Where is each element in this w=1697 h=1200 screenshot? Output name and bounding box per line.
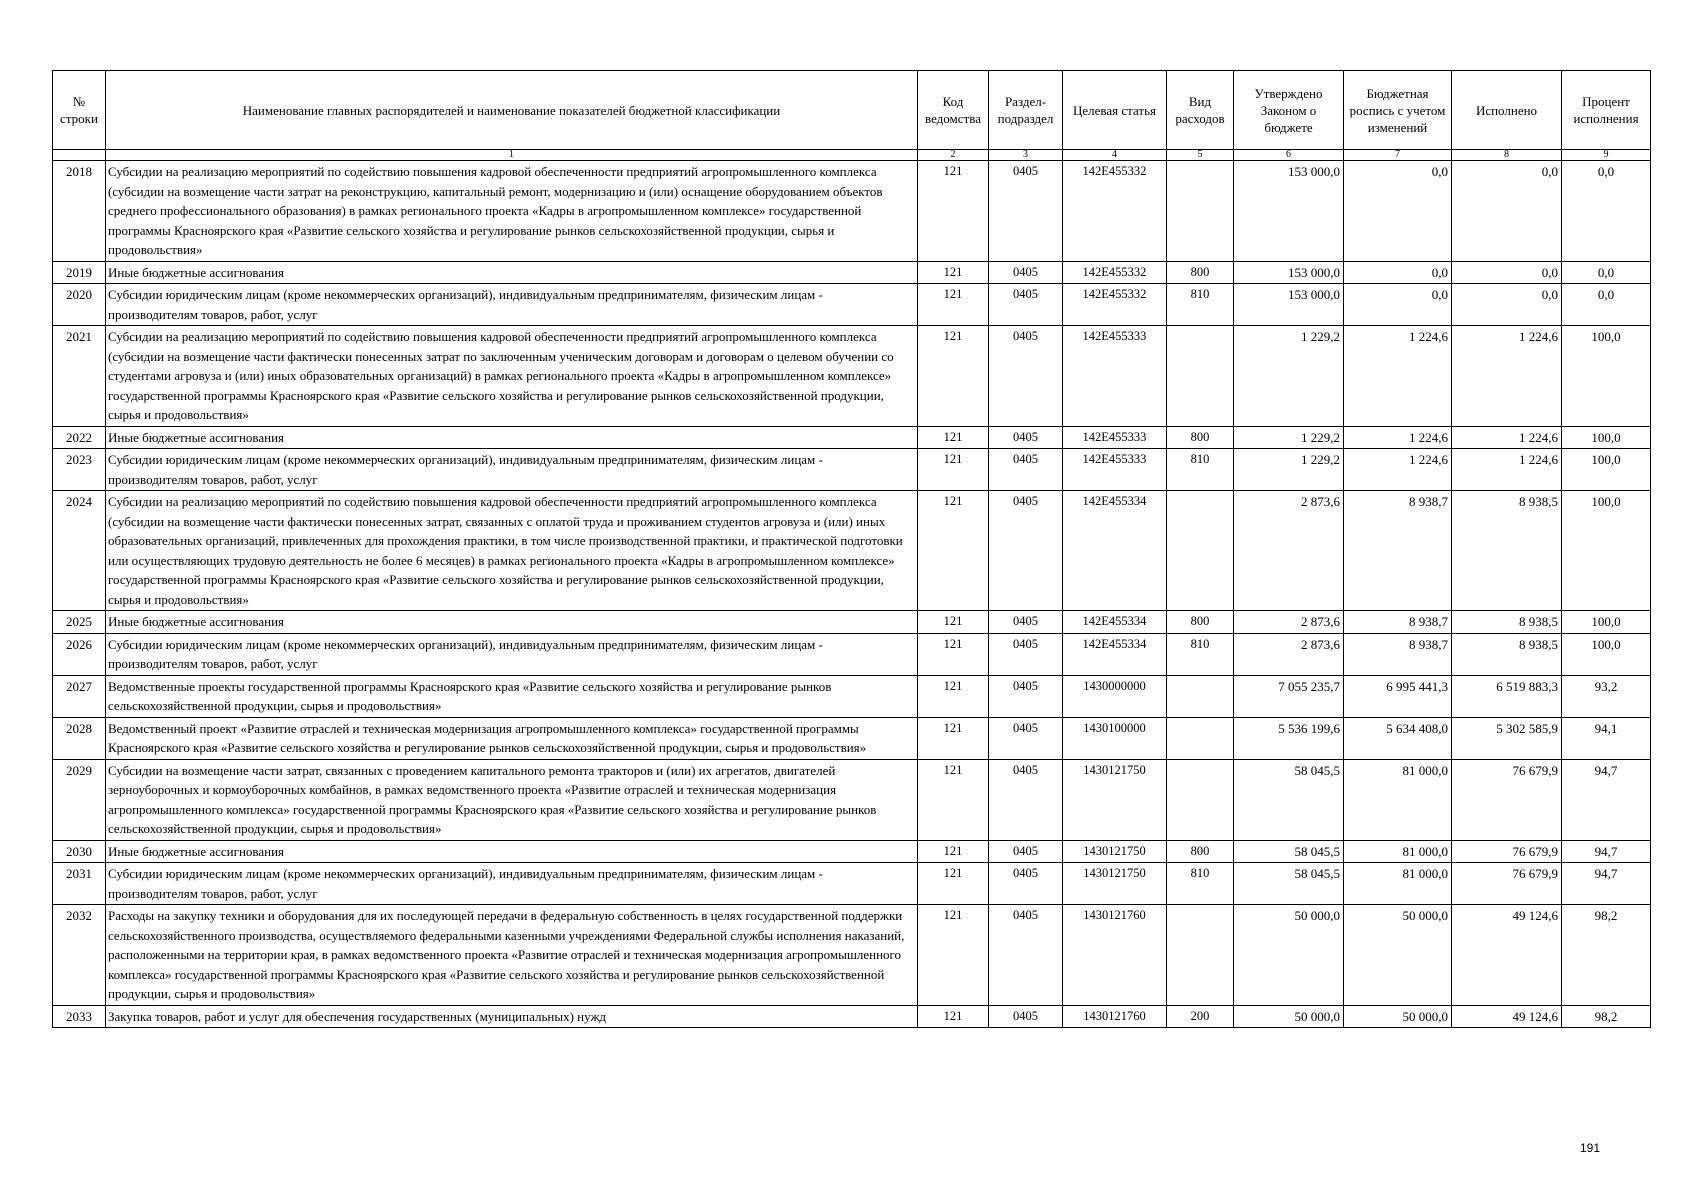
row-isp: 76 679,9	[1452, 863, 1562, 905]
table-row	[53, 261, 1651, 284]
table-row	[53, 1005, 1651, 1028]
row-razdel: 0405	[989, 675, 1063, 717]
row-statya: 142Е455333	[1063, 326, 1167, 427]
row-statya: 142Е455334	[1063, 633, 1167, 675]
row-razdel: 0405	[989, 1005, 1063, 1028]
table-row	[53, 840, 1651, 863]
col-header-name: Наименование главных распорядителей и наименование показателей бюджетной классификации	[106, 71, 918, 150]
col-header-pct: Процент исполнения	[1562, 71, 1651, 150]
row-statya: 1430121750	[1063, 840, 1167, 863]
row-utv: 2 873,6	[1234, 633, 1344, 675]
row-isp: 8 938,5	[1452, 633, 1562, 675]
row-ved-code: 121	[918, 633, 989, 675]
row-number: 2030	[53, 840, 106, 863]
row-razdel: 0405	[989, 284, 1063, 326]
row-utv: 1 229,2	[1234, 449, 1344, 491]
col-index-statya: 4	[1063, 150, 1167, 161]
row-statya: 1430121760	[1063, 1005, 1167, 1028]
table-row	[53, 717, 1651, 759]
row-number: 2027	[53, 675, 106, 717]
row-razdel: 0405	[989, 633, 1063, 675]
row-utv: 1 229,2	[1234, 426, 1344, 449]
row-name: Субсидии на реализацию мероприятий по содействию повышения кадровой обеспеченности предприятий агропромышленного комплекса (субсидии на возмещение части фактически понесенных затрат по заключенным ученическим договорам и договорам о целевом обучении со студентами агровуза и (или) иных образовательных организаций) в рамках регионального проекта «Кадры в агропромышленном комплексе» государственной программы Красноярского края «Развитие сельского хозяйства и регулирование рынков сельскохозяйственной продукции, сырья и продовольствия»	[106, 326, 918, 427]
row-utv: 7 055 235,7	[1234, 675, 1344, 717]
row-isp: 5 302 585,9	[1452, 717, 1562, 759]
row-utv: 5 536 199,6	[1234, 717, 1344, 759]
row-ved-code: 121	[918, 426, 989, 449]
row-razdel: 0405	[989, 863, 1063, 905]
budget-execution-table	[52, 70, 1651, 1028]
row-name: Иные бюджетные ассигнования	[106, 840, 918, 863]
row-utv: 2 873,6	[1234, 491, 1344, 611]
row-utv: 153 000,0	[1234, 161, 1344, 262]
col-index-num	[53, 150, 106, 161]
row-razdel: 0405	[989, 491, 1063, 611]
row-utv: 2 873,6	[1234, 611, 1344, 634]
table-header-row	[53, 71, 1651, 150]
col-index-isp: 8	[1452, 150, 1562, 161]
row-rosp: 6 995 441,3	[1344, 675, 1452, 717]
row-ved-code: 121	[918, 759, 989, 840]
col-header-isp: Исполнено	[1452, 71, 1562, 150]
row-pct: 0,0	[1562, 284, 1651, 326]
row-ved-code: 121	[918, 840, 989, 863]
row-isp: 49 124,6	[1452, 1005, 1562, 1028]
row-utv: 1 229,2	[1234, 326, 1344, 427]
row-isp: 6 519 883,3	[1452, 675, 1562, 717]
row-name: Субсидии юридическим лицам (кроме некоммерческих организаций), индивидуальным предпринимателям, физическим лицам - производителям товаров, работ, услуг	[106, 863, 918, 905]
row-pct: 0,0	[1562, 261, 1651, 284]
row-rosp: 5 634 408,0	[1344, 717, 1452, 759]
row-name: Ведомственные проекты государственной программы Красноярского края «Развитие сельского хозяйства и регулирование рынков сельскохозяйственной продукции, сырья и продовольствия»	[106, 675, 918, 717]
row-name: Субсидии юридическим лицам (кроме некоммерческих организаций), индивидуальным предпринимателям, физическим лицам - производителям товаров, работ, услуг	[106, 633, 918, 675]
row-name: Субсидии на реализацию мероприятий по содействию повышения кадровой обеспеченности предприятий агропромышленного комплекса (субсидии на возмещение части затрат на реконструкцию, капитальный ремонт, модернизацию и (или) оснащение оборудованием объектов среднего профессионального образования) в рамках регионального проекта «Кадры в агропромышленном комплексе» государственной программы Красноярского края «Развитие сельского хозяйства и регулирование рынков сельскохозяйственной продукции, сырья и продовольствия»	[106, 161, 918, 262]
row-razdel: 0405	[989, 840, 1063, 863]
table-row	[53, 675, 1651, 717]
row-statya: 1430000000	[1063, 675, 1167, 717]
row-name: Ведомственный проект «Развитие отраслей и техническая модернизация агропромышленного комплекса» государственной программы Красноярского края «Развитие сельского хозяйства и регулирование рынков сельскохозяйственной продукции, сырья и продовольствия»	[106, 717, 918, 759]
row-isp: 76 679,9	[1452, 759, 1562, 840]
row-rosp: 8 938,7	[1344, 491, 1452, 611]
row-isp: 0,0	[1452, 161, 1562, 262]
row-statya: 1430121760	[1063, 905, 1167, 1006]
row-ved-code: 121	[918, 675, 989, 717]
row-vid: 800	[1167, 261, 1234, 284]
table-row	[53, 491, 1651, 611]
row-ved-code: 121	[918, 611, 989, 634]
row-vid: 200	[1167, 1005, 1234, 1028]
row-rosp: 81 000,0	[1344, 840, 1452, 863]
row-razdel: 0405	[989, 905, 1063, 1006]
row-statya: 1430121750	[1063, 759, 1167, 840]
budget-table-sheet	[52, 70, 1650, 1028]
row-pct: 93,2	[1562, 675, 1651, 717]
row-vid: 810	[1167, 449, 1234, 491]
row-vid	[1167, 905, 1234, 1006]
row-pct: 94,7	[1562, 863, 1651, 905]
row-name: Субсидии юридическим лицам (кроме некоммерческих организаций), индивидуальным предпринимателям, физическим лицам - производителям товаров, работ, услуг	[106, 449, 918, 491]
row-isp: 8 938,5	[1452, 491, 1562, 611]
row-rosp: 8 938,7	[1344, 611, 1452, 634]
row-vid	[1167, 491, 1234, 611]
row-isp: 76 679,9	[1452, 840, 1562, 863]
row-number: 2023	[53, 449, 106, 491]
row-statya: 142Е455334	[1063, 491, 1167, 611]
row-pct: 100,0	[1562, 633, 1651, 675]
row-utv: 153 000,0	[1234, 284, 1344, 326]
row-name: Иные бюджетные ассигнования	[106, 611, 918, 634]
row-razdel: 0405	[989, 261, 1063, 284]
row-number: 2022	[53, 426, 106, 449]
table-row	[53, 426, 1651, 449]
row-name: Иные бюджетные ассигнования	[106, 426, 918, 449]
table-row	[53, 863, 1651, 905]
row-vid	[1167, 717, 1234, 759]
row-number: 2018	[53, 161, 106, 262]
row-name: Субсидии на реализацию мероприятий по содействию повышения кадровой обеспеченности предприятий агропромышленного комплекса (субсидии на возмещение части фактически понесенных затрат, связанных с оплатой труда и проживанием студентов агровуза и (или) иных образовательных организаций, привлеченных для прохождения практики, в том числе производственной практики, и практической подготовки или осуществляющих трудовую деятельность не более 6 месяцев) в рамках регионального проекта «Кадры в агропромышленном комплексе» государственной программы Красноярского края «Развитие сельского хозяйства и регулирование рынков сельскохозяйственной продукции, сырья и продовольствия»	[106, 491, 918, 611]
row-number: 2031	[53, 863, 106, 905]
row-isp: 8 938,5	[1452, 611, 1562, 634]
row-utv: 153 000,0	[1234, 261, 1344, 284]
row-rosp: 0,0	[1344, 161, 1452, 262]
row-number: 2025	[53, 611, 106, 634]
row-name: Субсидии на возмещение части затрат, связанных с проведением капитального ремонта тракторов и (или) их агрегатов, двигателей зерноуборочных и кормоуборочных комбайнов, в рамках ведомственного проекта «Развитие отраслей и техническая модернизация агропромышленного комплекса» государственной программы Красноярского края «Развитие сельского хозяйства и регулирование рынков сельскохозяйственной продукции, сырья и продовольствия»	[106, 759, 918, 840]
row-rosp: 1 224,6	[1344, 326, 1452, 427]
row-razdel: 0405	[989, 326, 1063, 427]
row-name: Иные бюджетные ассигнования	[106, 261, 918, 284]
col-header-razdel: Раздел-подраздел	[989, 71, 1063, 150]
row-razdel: 0405	[989, 759, 1063, 840]
col-index-razdel: 3	[989, 150, 1063, 161]
table-row	[53, 449, 1651, 491]
row-vid: 810	[1167, 633, 1234, 675]
row-isp: 0,0	[1452, 284, 1562, 326]
row-rosp: 0,0	[1344, 284, 1452, 326]
row-rosp: 0,0	[1344, 261, 1452, 284]
row-number: 2028	[53, 717, 106, 759]
row-statya: 142Е455334	[1063, 611, 1167, 634]
row-ved-code: 121	[918, 863, 989, 905]
row-number: 2019	[53, 261, 106, 284]
col-index-rosp: 7	[1344, 150, 1452, 161]
row-rosp: 50 000,0	[1344, 905, 1452, 1006]
row-name: Закупка товаров, работ и услуг для обеспечения государственных (муниципальных) нужд	[106, 1005, 918, 1028]
row-number: 2020	[53, 284, 106, 326]
col-index-ved: 2	[918, 150, 989, 161]
row-name: Расходы на закупку техники и оборудования для их последующей передачи в федеральную собственность в целях государственной поддержки сельскохозяйственного производства, осуществляемого федеральными казенными учреждениями Федеральной службы исполнения наказаний, расположенными на территории края, в рамках ведомственного проекта «Развитие отраслей и техническая модернизация агропромышленного комплекса» государственной программы Красноярского края «Развитие сельского хозяйства и регулирование рынков сельскохозяйственной продукции, сырья и продовольствия»	[106, 905, 918, 1006]
row-pct: 100,0	[1562, 426, 1651, 449]
row-number: 2024	[53, 491, 106, 611]
row-number: 2032	[53, 905, 106, 1006]
row-vid: 800	[1167, 840, 1234, 863]
row-ved-code: 121	[918, 449, 989, 491]
row-pct: 94,7	[1562, 759, 1651, 840]
table-row	[53, 326, 1651, 427]
col-header-vid: Вид расходов	[1167, 71, 1234, 150]
row-isp: 1 224,6	[1452, 426, 1562, 449]
row-vid	[1167, 161, 1234, 262]
row-statya: 142Е455332	[1063, 261, 1167, 284]
row-vid	[1167, 326, 1234, 427]
row-pct: 98,2	[1562, 905, 1651, 1006]
row-ved-code: 121	[918, 326, 989, 427]
table-row	[53, 161, 1651, 262]
col-header-utv: Утверждено Законом о бюджете	[1234, 71, 1344, 150]
table-row	[53, 611, 1651, 634]
col-header-num: № строки	[53, 71, 106, 150]
row-ved-code: 121	[918, 717, 989, 759]
row-vid: 800	[1167, 426, 1234, 449]
row-rosp: 50 000,0	[1344, 1005, 1452, 1028]
row-statya: 142Е455333	[1063, 449, 1167, 491]
row-pct: 100,0	[1562, 491, 1651, 611]
row-ved-code: 121	[918, 491, 989, 611]
row-statya: 142Е455332	[1063, 161, 1167, 262]
row-number: 2026	[53, 633, 106, 675]
table-row	[53, 759, 1651, 840]
row-rosp: 81 000,0	[1344, 863, 1452, 905]
row-vid: 810	[1167, 863, 1234, 905]
row-pct: 100,0	[1562, 611, 1651, 634]
row-pct: 98,2	[1562, 1005, 1651, 1028]
row-rosp: 1 224,6	[1344, 426, 1452, 449]
row-statya: 142Е455332	[1063, 284, 1167, 326]
row-pct: 100,0	[1562, 449, 1651, 491]
row-pct: 94,7	[1562, 840, 1651, 863]
row-isp: 1 224,6	[1452, 326, 1562, 427]
row-razdel: 0405	[989, 449, 1063, 491]
row-razdel: 0405	[989, 611, 1063, 634]
row-statya: 142Е455333	[1063, 426, 1167, 449]
row-vid	[1167, 759, 1234, 840]
row-vid: 800	[1167, 611, 1234, 634]
row-rosp: 8 938,7	[1344, 633, 1452, 675]
row-rosp: 1 224,6	[1344, 449, 1452, 491]
row-pct: 94,1	[1562, 717, 1651, 759]
row-utv: 58 045,5	[1234, 863, 1344, 905]
row-ved-code: 121	[918, 1005, 989, 1028]
row-utv: 50 000,0	[1234, 905, 1344, 1006]
row-vid	[1167, 675, 1234, 717]
row-utv: 58 045,5	[1234, 840, 1344, 863]
row-number: 2029	[53, 759, 106, 840]
row-number: 2033	[53, 1005, 106, 1028]
col-header-rosp: Бюджетная роспись с учетом изменений	[1344, 71, 1452, 150]
row-razdel: 0405	[989, 717, 1063, 759]
row-vid: 810	[1167, 284, 1234, 326]
col-header-statya: Целевая статья	[1063, 71, 1167, 150]
row-ved-code: 121	[918, 161, 989, 262]
column-index-row	[53, 150, 1651, 161]
table-body	[53, 161, 1651, 1028]
col-index-name: 1	[106, 150, 918, 161]
col-index-pct: 9	[1562, 150, 1651, 161]
table-row	[53, 284, 1651, 326]
row-ved-code: 121	[918, 284, 989, 326]
row-utv: 50 000,0	[1234, 1005, 1344, 1028]
row-isp: 49 124,6	[1452, 905, 1562, 1006]
col-index-vid: 5	[1167, 150, 1234, 161]
row-statya: 1430100000	[1063, 717, 1167, 759]
col-header-ved: Код ведомства	[918, 71, 989, 150]
row-ved-code: 121	[918, 905, 989, 1006]
row-name: Субсидии юридическим лицам (кроме некоммерческих организаций), индивидуальным предпринимателям, физическим лицам - производителям товаров, работ, услуг	[106, 284, 918, 326]
row-ved-code: 121	[918, 261, 989, 284]
col-index-utv: 6	[1234, 150, 1344, 161]
row-pct: 100,0	[1562, 326, 1651, 427]
row-statya: 1430121750	[1063, 863, 1167, 905]
row-utv: 58 045,5	[1234, 759, 1344, 840]
table-row	[53, 905, 1651, 1006]
row-number: 2021	[53, 326, 106, 427]
row-pct: 0,0	[1562, 161, 1651, 262]
row-isp: 1 224,6	[1452, 449, 1562, 491]
row-rosp: 81 000,0	[1344, 759, 1452, 840]
page-number: 191	[1579, 1141, 1600, 1155]
row-isp: 0,0	[1452, 261, 1562, 284]
row-razdel: 0405	[989, 161, 1063, 262]
row-razdel: 0405	[989, 426, 1063, 449]
table-row	[53, 633, 1651, 675]
